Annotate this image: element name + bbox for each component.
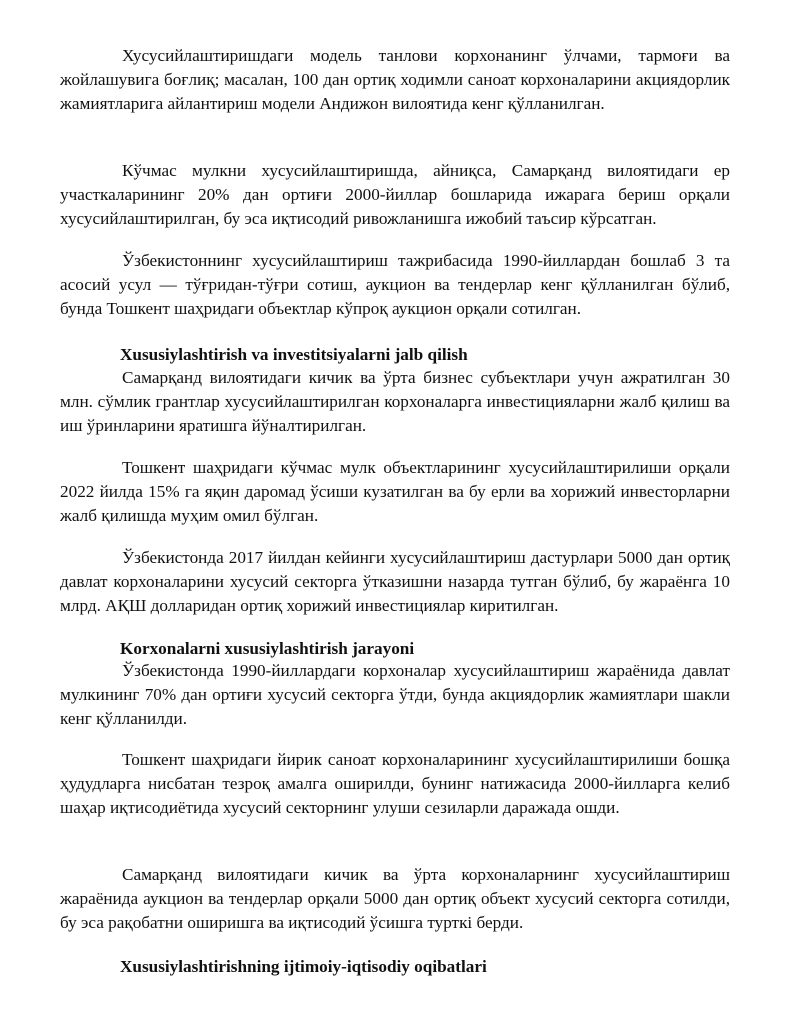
paragraph-real-estate-privatization: Кўчмас мулкни хусусийлаштиришда, айниқса, Самарқанд вилоятидаги ер участкаларининг 20% дан ортиғи 2000-йиллар бошларида ижарага бериш орқали хусусийлаштирилган, бу эса иқтисодий ривожланишга ижобий таъсир кўрсатган.	[60, 161, 730, 228]
paragraph-tashkent-real-estate: Тошкент шаҳридаги кўчмас мулк объектларининг хусусийлаштирилиши орқали 2022 йилда 15% га яқин даромад ўсиши кузатилган ва бу ерли ва хорижий инвесторларни жалб қилишда муҳим омил бўлган.	[60, 458, 730, 525]
section-heading-investments: Xususiylashtirish va investitsiyalarni jalb qilish	[120, 345, 468, 364]
section-heading-enterprise-privatization: Korxonalarni xususiylashtirish jarayoni	[120, 639, 415, 658]
paragraph-tashkent-industrial: Тошкент шаҳридаги йирик саноат корхоналарининг хусусийлаштирилиши бошқа ҳудудларга нисбатан тезроқ амалга оширилди, бунинг натижасида 2000-йилларга келиб шаҳар иқтисодиётида хусусий секторнинг улуши сезиларли даражада ошди.	[60, 750, 730, 817]
paragraph-samarkand-auctions: Самарқанд вилоятидаги кичик ва ўрта корхоналарнинг хусусийлаштириш жараёнида аукцион ва тендерлар орқали 5000 дан ортиқ объект хусусий секторга сотилди, бу эса рақобатни оширишга ва иқтисодий ўсишга турткі берди.	[60, 865, 730, 932]
section-heading-socioeconomic-consequences: Xususiylashtirishning ijtimoiy-iqtisodiy oqibatlari	[120, 957, 487, 976]
paragraph-privatization-methods: Ўзбекистоннинг хусусийлаштириш тажрибасида 1990-йиллардан бошлаб 3 та асосий усул — тўғридан-тўғри сотиш, аукцион ва тендерлар кенг қўлланилган бўлиб, бунда Тошкент шаҳридаги объектлар кўпроқ аукцион орқали сотилган.	[60, 251, 730, 318]
paragraph-privatization-programs-2017: Ўзбекистонда 2017 йилдан кейинги хусусийлаштириш дастурлари 5000 дан ортиқ давлат корхоналарини хусусий секторга ўтказишни назарда тутган бўлиб, бу жараёнга 10 млрд. АҚШ долларидан ортиқ хорижий инвестициялар киритилган.	[60, 548, 730, 615]
paragraph-model-choice: Хусусийлаштиришдаги модель танлови корхонанинг ўлчами, тармоғи ва жойлашувига боғлиқ; масалан, 100 дан ортиқ ходимли саноат корхоналарини акциядорлик жамиятларига айлантириш модели Андижон вилоятида кенг қўлланилган.	[60, 46, 730, 113]
paragraph-1990s-privatization: Ўзбекистонда 1990-йиллардаги корхоналар хусусийлаштириш жараёнида давлат мулкининг 70% дан ортиғи хусусий секторга ўтди, бунда акциядорлик жамиятлари шакли кенг қўлланилди.	[60, 661, 730, 728]
paragraph-samarkand-grants: Самарқанд вилоятидаги кичик ва ўрта бизнес субъектлари учун ажратилган 30 млн. сўмлик грантлар хусусийлаштирилган корхоналарга инвестицияларни жалб қилиш ва иш ўринларини яратишга йўналтирилган.	[60, 368, 730, 435]
